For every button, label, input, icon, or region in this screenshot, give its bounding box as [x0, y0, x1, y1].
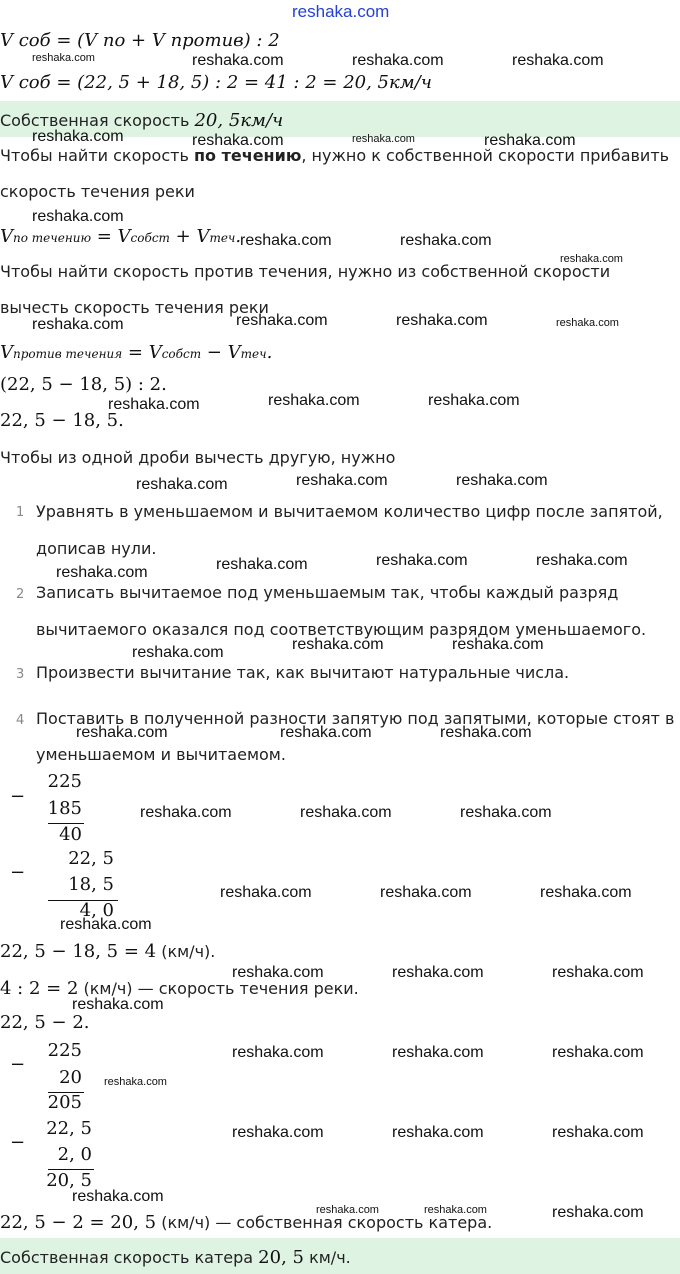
watermark[interactable]: reshaka.com — [484, 132, 576, 149]
watermark[interactable]: reshaka.com — [552, 964, 644, 981]
step-2-line1: Записать вычитаемое под уменьшаемым так, чтобы каждый разряд — [36, 583, 619, 602]
watermark[interactable]: reshaka.com — [192, 52, 284, 69]
watermark[interactable]: reshaka.com — [316, 1204, 379, 1216]
result-current-speed: 4 : 2 = 2 (км/ч) — скорость течения реки. — [0, 978, 359, 999]
result-difference: 22, 5 − 18, 5 = 4 (км/ч). — [0, 941, 216, 962]
step-number: 2 — [16, 587, 25, 602]
watermark[interactable]: reshaka.com — [428, 392, 520, 409]
watermark[interactable]: reshaka.com — [380, 884, 472, 901]
formula-upstream: Vпротив течения = Vсобст − Vтеч. — [0, 342, 273, 363]
watermark[interactable]: reshaka.com — [540, 884, 632, 901]
watermark[interactable]: reshaka.com — [352, 133, 415, 145]
watermark[interactable]: reshaka.com — [300, 804, 392, 821]
minus-sign: − — [10, 862, 26, 883]
watermark[interactable]: reshaka.com — [56, 564, 148, 581]
step-2-line2: вычитаемого оказался под соответствующим разрядом уменьшаемого. — [36, 620, 647, 639]
watermark[interactable]: reshaka.com — [452, 636, 544, 653]
column-op-4-result: 20, 5 — [46, 1170, 92, 1191]
watermark[interactable]: reshaka.com — [236, 312, 328, 329]
watermark[interactable]: reshaka.com — [232, 964, 324, 981]
column-op-2-minuend: 22, 5 — [68, 848, 114, 869]
column-op-4-subtrahend: 2, 0 — [57, 1144, 92, 1165]
watermark[interactable]: reshaka.com — [560, 253, 623, 265]
column-op-4-minuend: 22, 5 — [46, 1118, 92, 1139]
watermark[interactable]: reshaka.com — [552, 1204, 644, 1221]
para-upstream-line1: Чтобы найти скорость против течения, нужно из собственной скорости — [0, 262, 611, 281]
step-1-line1: Уравнять в уменьшаемом и вычитаемом количество цифр после запятой, — [36, 502, 663, 521]
result-own-speed: 22, 5 − 2 = 20, 5 (км/ч) — собственная скорость катера. — [0, 1212, 493, 1233]
expression-2: 22, 5 − 18, 5. — [0, 410, 124, 431]
formula-own-speed-calc: V соб = (22, 5 + 18, 5) : 2 = 41 : 2 = 20, 5км/ч — [0, 72, 432, 93]
watermark[interactable]: reshaka.com — [460, 804, 552, 821]
column-op-2-subtrahend: 18, 5 — [68, 874, 114, 895]
watermark[interactable]: reshaka.com — [32, 208, 124, 225]
watermark[interactable]: reshaka.com — [32, 316, 124, 333]
minus-sign: − — [10, 1054, 26, 1075]
step-3-line1: Произвести вычитание так, как вычитают натуральные числа. — [36, 663, 570, 682]
watermark[interactable]: reshaka.com — [296, 472, 388, 489]
watermark[interactable]: reshaka.com — [104, 1076, 167, 1088]
watermark[interactable]: reshaka.com — [132, 644, 224, 661]
para-downstream-line1: Чтобы найти скорость по течению, нужно к собственной скорости прибавить — [0, 146, 670, 165]
watermark[interactable]: reshaka.com — [76, 724, 168, 741]
watermark[interactable]: reshaka.com — [440, 724, 532, 741]
watermark[interactable]: reshaka.com — [392, 964, 484, 981]
watermark[interactable]: reshaka.com — [32, 128, 124, 145]
watermark[interactable]: reshaka.com — [352, 52, 444, 69]
watermark[interactable]: reshaka.com — [192, 132, 284, 149]
step-number: 1 — [16, 505, 25, 520]
column-op-1-minuend: 225 — [47, 771, 82, 792]
watermark[interactable]: reshaka.com — [400, 232, 492, 249]
watermark[interactable]: reshaka.com — [232, 1044, 324, 1061]
step-number: 4 — [16, 713, 25, 728]
expression-3: 22, 5 − 2. — [0, 1012, 90, 1033]
formula-own-speed: V соб = (V по + V против) : 2 — [0, 30, 280, 51]
column-op-3-subtrahend: 20 — [59, 1067, 82, 1088]
watermark[interactable]: reshaka.com — [32, 52, 95, 64]
watermark[interactable]: reshaka.com — [140, 804, 232, 821]
watermark[interactable]: reshaka.com — [536, 552, 628, 569]
watermark[interactable]: reshaka.com — [552, 1044, 644, 1061]
step-4-line1: Поставить в полученной разности запятую под запятыми, которые стоят в — [36, 709, 675, 728]
minus-sign: − — [10, 1132, 26, 1153]
column-op-1-result: 40 — [59, 824, 82, 845]
watermark[interactable]: reshaka.com — [456, 472, 548, 489]
watermark[interactable]: reshaka.com — [220, 884, 312, 901]
column-op-2-result: 4, 0 — [79, 900, 114, 921]
formula-downstream: Vпо течению = Vсобст + Vтеч. — [0, 226, 242, 247]
watermark-top[interactable]: reshaka.com — [292, 2, 390, 21]
watermark[interactable]: reshaka.com — [72, 1188, 164, 1205]
minus-sign: − — [10, 786, 26, 807]
watermark[interactable]: reshaka.com — [240, 232, 332, 249]
watermark[interactable]: reshaka.com — [60, 916, 152, 933]
watermark[interactable]: reshaka.com — [108, 396, 200, 413]
watermark[interactable]: reshaka.com — [280, 724, 372, 741]
step-4-line2: уменьшаемом и вычитаемом. — [36, 745, 286, 764]
watermark[interactable]: reshaka.com — [292, 636, 384, 653]
answer-boat-speed: Собственная скорость катера 20, 5 км/ч. — [0, 1247, 351, 1268]
para-upstream-line2: вычесть скорость течения реки — [0, 298, 269, 317]
step-number: 3 — [16, 667, 25, 682]
watermark[interactable]: reshaka.com — [512, 52, 604, 69]
rule-intro: Чтобы из одной дроби вычесть другую, нужно — [0, 448, 396, 467]
watermark[interactable]: reshaka.com — [216, 556, 308, 573]
expression-1: (22, 5 − 18, 5) : 2. — [0, 374, 167, 395]
column-op-3-minuend: 225 — [47, 1040, 82, 1061]
column-op-1-subtrahend: 185 — [47, 798, 82, 819]
watermark[interactable]: reshaka.com — [552, 1124, 644, 1141]
column-op-3-result: 205 — [47, 1092, 82, 1113]
watermark[interactable]: reshaka.com — [268, 392, 360, 409]
watermark[interactable]: reshaka.com — [72, 996, 164, 1013]
watermark[interactable]: reshaka.com — [392, 1044, 484, 1061]
watermark[interactable]: reshaka.com — [136, 476, 228, 493]
watermark[interactable]: reshaka.com — [392, 1124, 484, 1141]
watermark[interactable]: reshaka.com — [232, 1124, 324, 1141]
watermark[interactable]: reshaka.com — [396, 312, 488, 329]
para-downstream-line2: скорость течения реки — [0, 182, 195, 201]
watermark[interactable]: reshaka.com — [556, 317, 619, 329]
step-1-line2: дописав нули. — [36, 539, 157, 558]
watermark[interactable]: reshaka.com — [376, 552, 468, 569]
answer-own-speed: Собственная скорость 20, 5км/ч — [0, 110, 284, 131]
watermark[interactable]: reshaka.com — [424, 1204, 487, 1216]
